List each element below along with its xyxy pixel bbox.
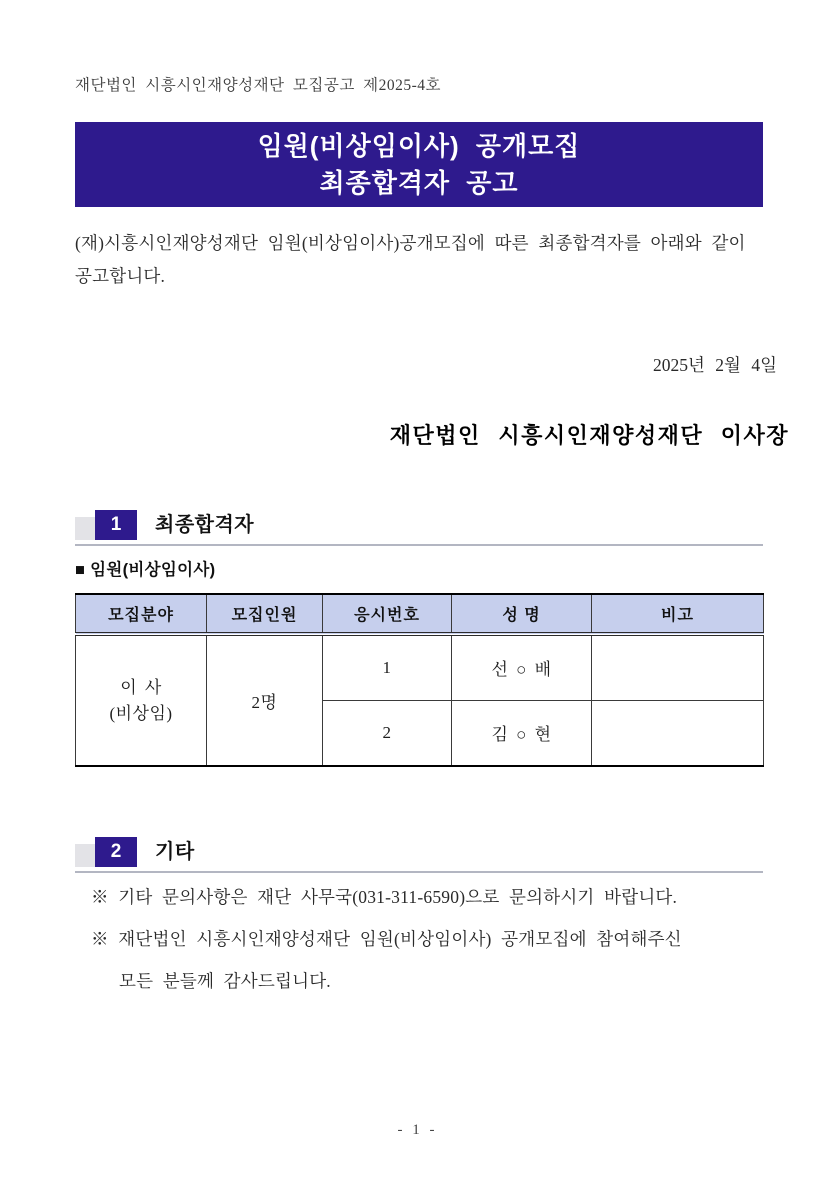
announcement-date: 2025년 2월 4일 — [653, 355, 777, 375]
doc-number-line: 재단법인 시흥시인재양성재단 모집공고 제2025-4호 — [75, 77, 442, 94]
banner-title-line2: 최종합격자 공고 — [319, 168, 519, 198]
col-header-note: 비고 — [592, 594, 764, 634]
position-type: (비상임) — [109, 703, 173, 723]
cell-headcount: 2명 — [207, 634, 323, 766]
position-name: 이 사 — [120, 677, 162, 697]
table-row — [76, 634, 764, 700]
final-pass-table — [75, 593, 764, 767]
cell-exam-no: 1 — [323, 634, 452, 700]
intro-line-2: 공고합니다. — [75, 266, 166, 286]
col-header-headcount: 모집인원 — [207, 594, 323, 634]
title-banner — [75, 122, 763, 207]
section-title: 기타 — [155, 841, 195, 863]
cell-exam-no: 2 — [323, 700, 452, 766]
table-subheading: ■ 임원(비상임이사) — [75, 561, 216, 579]
section-header-2 — [75, 837, 763, 873]
note-thanks: ※ 재단법인 시흥시인재양성재단 임원(비상임이사) 공개모집에 참여해주신 — [91, 929, 682, 949]
section-header-1 — [75, 510, 763, 546]
issuer-title: 재단법인 시흥시인재양성재단 이사장 — [389, 423, 789, 448]
banner-title-line1: 임원(비상임이사) 공개모집 — [257, 131, 581, 161]
notes-block — [75, 885, 763, 993]
cell-position — [76, 634, 207, 766]
cell-note — [592, 634, 764, 700]
cell-note — [592, 700, 764, 766]
table-header-row — [76, 594, 764, 634]
col-header-exam-no: 응시번호 — [323, 594, 452, 634]
col-header-field: 모집분야 — [76, 594, 207, 634]
cell-name: 선 ○ 배 — [452, 634, 592, 700]
section-number-badge: 2 — [95, 837, 137, 867]
intro-line-1: (재)시흥시인재양성재단 임원(비상임이사)공개모집에 따른 최종합격자를 아래와 같이 — [75, 233, 746, 253]
cell-name: 김 ○ 현 — [452, 700, 592, 766]
page-content — [75, 0, 789, 993]
col-header-name: 성 명 — [452, 594, 592, 634]
note-thanks-continued: 모든 분들께 감사드립니다. — [119, 971, 331, 991]
note-contact: ※ 기타 문의사항은 재단 사무국(031-311-6590)으로 문의하시기 바랍니다. — [91, 887, 678, 907]
page-number: - 1 - — [397, 1122, 438, 1138]
section-number-badge: 1 — [95, 510, 137, 540]
section-title: 최종합격자 — [155, 514, 255, 536]
intro-paragraph — [75, 227, 763, 293]
